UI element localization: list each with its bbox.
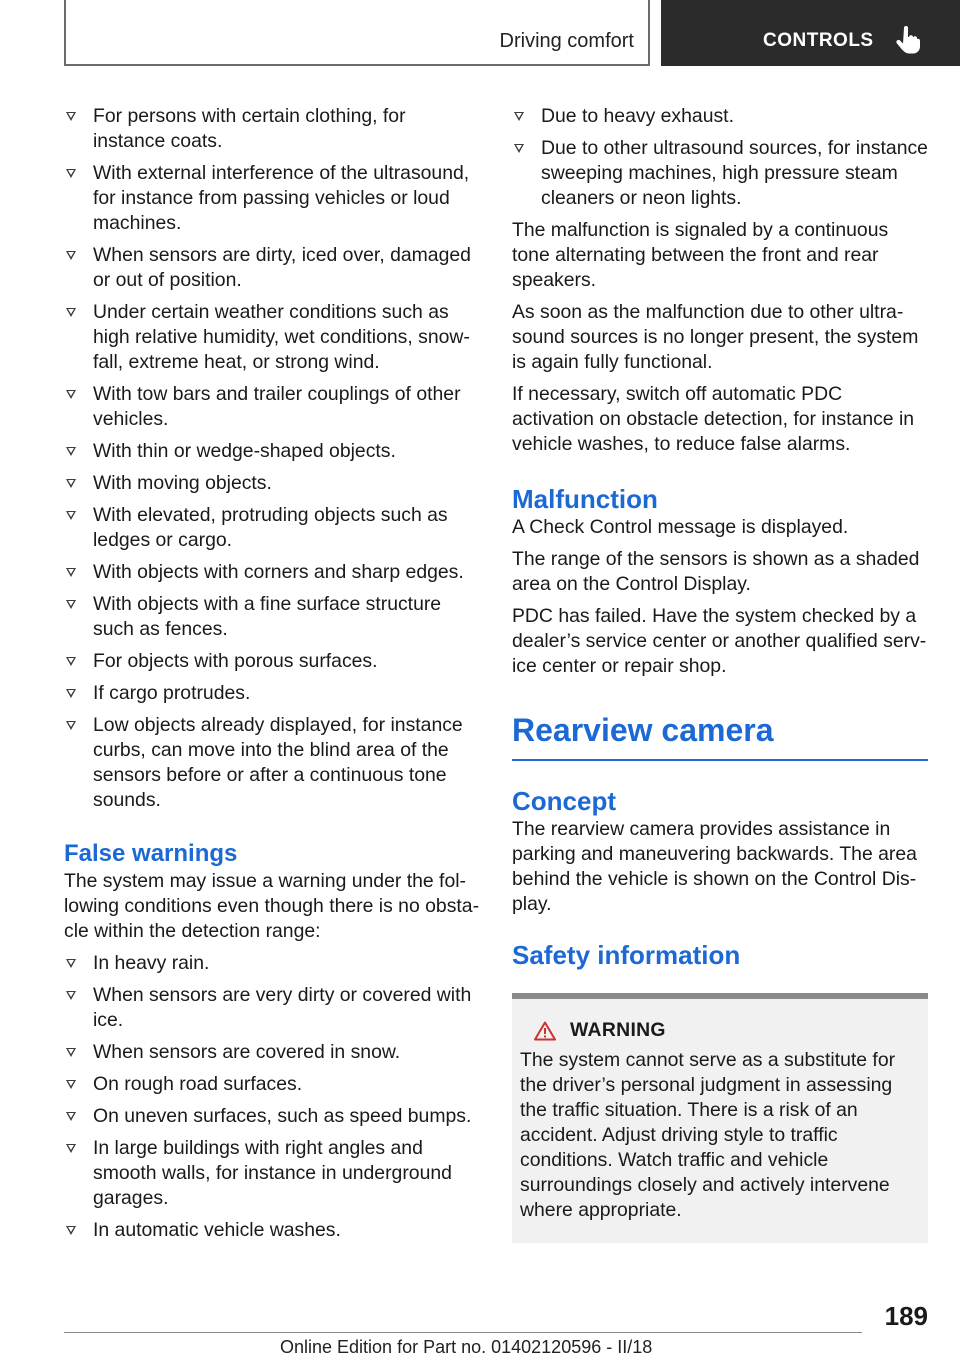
- section-title: Driving comfort: [499, 30, 634, 52]
- safety-information-heading: Safety information: [512, 940, 741, 970]
- triangle-bullet-icon: [66, 991, 76, 1000]
- left-column: [64, 104, 482, 1250]
- list-item: With objects with corners and sharp edges.: [64, 560, 482, 585]
- triangle-bullet-icon: [66, 1048, 76, 1057]
- concept-heading: Concept: [512, 786, 616, 816]
- paragraph: PDC has failed. Have the system checked by a dealer’s service center or another qualified service center or repair shop.: [512, 605, 927, 677]
- paragraph: The rearview camera provides assistance in parking and maneuvering backwards. The area behind the vehicle is shown on the Control Display.: [512, 818, 917, 915]
- list-item: With tow bars and trailer couplings of other vehicles.: [64, 382, 482, 432]
- list-item: In heavy rain.: [64, 951, 482, 976]
- triangle-bullet-icon: [514, 112, 524, 121]
- triangle-bullet-icon: [66, 1080, 76, 1089]
- list-item: With external interference of the ultrasound, for instance from passing vehicles or loud machines.: [64, 161, 482, 236]
- paragraph: The range of the sensors is shown as a shaded area on the Control Display.: [512, 548, 920, 595]
- chapter-title: CONTROLS: [763, 30, 874, 51]
- triangle-bullet-icon: [66, 112, 76, 121]
- triangle-bullet-icon: [66, 721, 76, 730]
- false-warnings-intro: The system may issue a warning under the following conditions even though there is no obstacle within the detection range:: [64, 870, 480, 942]
- warning-title: [534, 1019, 920, 1042]
- list-item: On uneven surfaces, such as speed bumps.: [64, 1104, 482, 1129]
- false-warnings-heading: False warnings: [64, 840, 238, 867]
- list-item: When sensors are covered in snow.: [64, 1040, 482, 1065]
- heading-divider: [512, 759, 928, 761]
- paragraph: A Check Control message is displayed.: [512, 516, 849, 538]
- warning-text: The system cannot serve as a substitute for the driver’s personal judgment in assessing the traffic situation. There is a risk of an accident. Adjust driving style to traffic conditions. Watch traffic and vehicle surroundings closely and actively intervene where appropriate.: [520, 1049, 896, 1221]
- list-item: With thin or wedge-shaped objects.: [64, 439, 482, 464]
- triangle-bullet-icon: [66, 511, 76, 520]
- list-item: With elevated, protruding objects such as ledges or cargo.: [64, 503, 482, 553]
- list-item: Low objects already displayed, for instance curbs, can move into the blind area of the sensors before or after a continuous tone sounds.: [64, 713, 482, 813]
- chapter-tab: [661, 0, 960, 66]
- list-item: If cargo protrudes.: [64, 681, 482, 706]
- triangle-bullet-icon: [66, 308, 76, 317]
- bullet-list-bottom: [64, 951, 482, 1243]
- page-header: [0, 0, 960, 66]
- warning-triangle-icon: [534, 1021, 556, 1041]
- list-item: When sensors are very dirty or covered with ice.: [64, 983, 482, 1033]
- triangle-bullet-icon: [66, 1144, 76, 1153]
- section-tab: [64, 0, 650, 66]
- list-item: In automatic vehicle washes.: [64, 1218, 482, 1243]
- footer-edition: Online Edition for Part no. 01402120596 - II/18: [280, 1337, 653, 1357]
- rearview-camera-heading: Rearview camera: [512, 712, 774, 748]
- list-item: With objects with a fine surface structure such as fences.: [64, 592, 482, 642]
- bullet-list-top: [64, 104, 482, 813]
- list-item: Due to other ultrasound sources, for instance sweeping machines, high pressure steam cleaners or neon lights.: [512, 136, 928, 211]
- list-item: For objects with porous surfaces.: [64, 649, 482, 674]
- paragraph: If necessary, switch off automatic PDC activation on obstacle detection, for instance in vehicle washes, to reduce false alarms.: [512, 383, 915, 455]
- list-item: On rough road surfaces.: [64, 1072, 482, 1097]
- list-item: For persons with certain clothing, for instance coats.: [64, 104, 482, 154]
- triangle-bullet-icon: [66, 1226, 76, 1235]
- paragraph: The malfunction is signaled by a continuous tone alternating between the front and rear speakers.: [512, 219, 889, 291]
- list-item: Under certain weather conditions such as high relative humidity, wet conditions, snowfall, extreme heat, or strong wind.: [64, 300, 482, 375]
- triangle-bullet-icon: [66, 568, 76, 577]
- triangle-bullet-icon: [66, 689, 76, 698]
- warning-box: [512, 993, 928, 1243]
- triangle-bullet-icon: [66, 479, 76, 488]
- list-item: Due to heavy exhaust.: [512, 104, 928, 129]
- malfunction-heading: Malfunction: [512, 484, 658, 514]
- warning-label: WARNING: [570, 1019, 666, 1041]
- triangle-bullet-icon: [66, 447, 76, 456]
- triangle-bullet-icon: [66, 959, 76, 968]
- right-column: [512, 104, 928, 1243]
- page-number: 189: [884, 1301, 928, 1331]
- list-item: When sensors are dirty, iced over, damaged or out of position.: [64, 243, 482, 293]
- footer-divider: [64, 1332, 862, 1333]
- hand-pointer-icon: [895, 26, 921, 54]
- triangle-bullet-icon: [66, 600, 76, 609]
- list-item: With moving objects.: [64, 471, 482, 496]
- triangle-bullet-icon: [66, 251, 76, 260]
- triangle-bullet-icon: [66, 657, 76, 666]
- paragraph: As soon as the malfunction due to other ultrasound sources is no longer present, the system is again fully functional.: [512, 301, 919, 373]
- triangle-bullet-icon: [514, 144, 524, 153]
- bullet-list-right: [512, 104, 928, 211]
- triangle-bullet-icon: [66, 390, 76, 399]
- list-item: In large buildings with right angles and smooth walls, for instance in underground garages.: [64, 1136, 482, 1211]
- triangle-bullet-icon: [66, 1112, 76, 1121]
- triangle-bullet-icon: [66, 169, 76, 178]
